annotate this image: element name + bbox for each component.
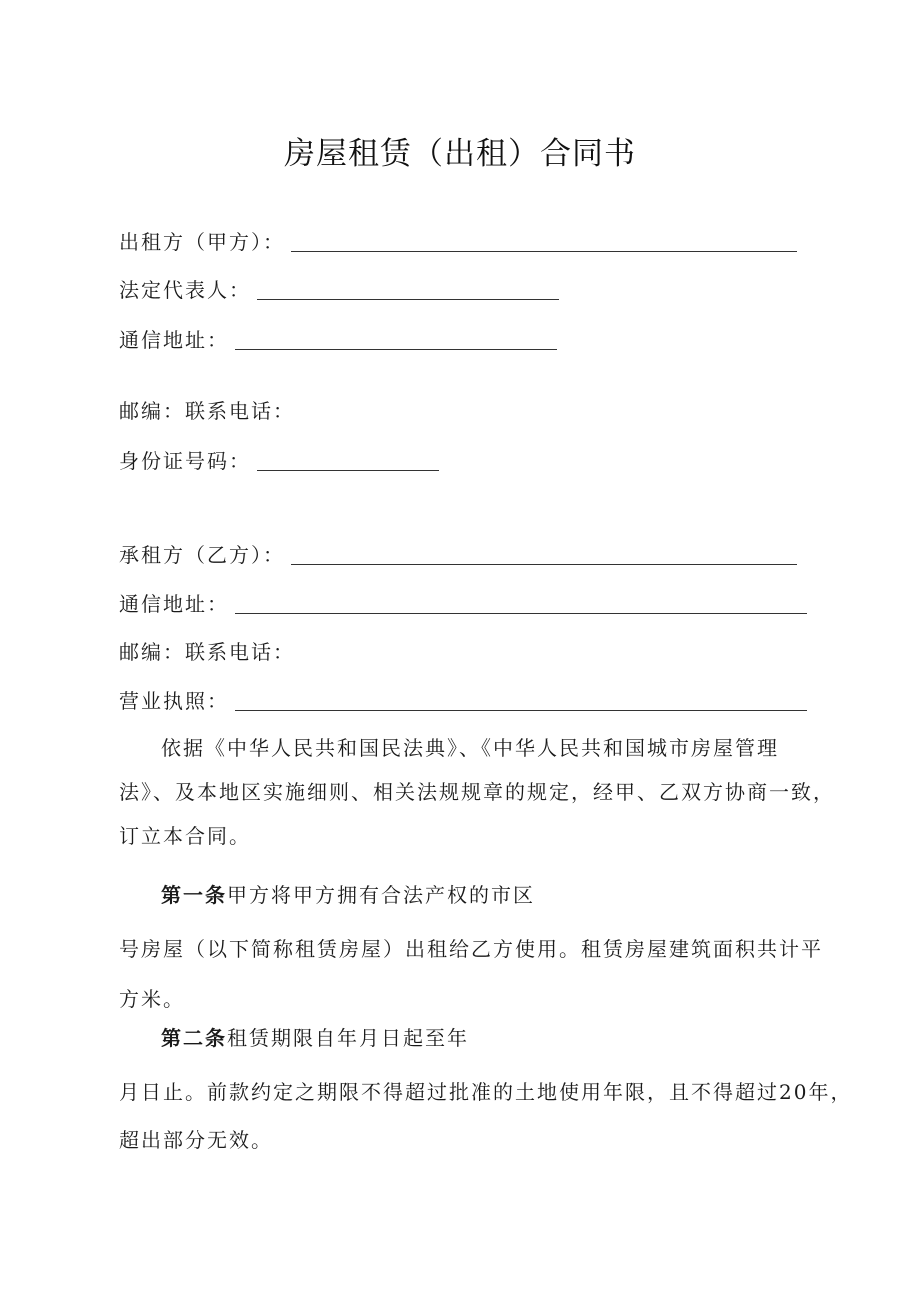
preamble-line-3: 订立本合同。 [119,824,251,848]
article-1-line-3: 方米。 [119,987,185,1011]
lessee-blank[interactable] [291,546,797,565]
preamble-line-2: 法》、及本地区实施细则、相关法规规章的规定，经甲、乙双方协商一致， [119,780,835,804]
lessee-line [119,538,797,572]
license-line [119,684,807,718]
article-1-line-1 [119,873,831,917]
legal-rep-label: 法定代表人： [119,278,251,302]
page-title: 房屋租赁（出租）合同书 [284,136,636,172]
article-2-text-1: 租赁期限自年月日起至年 [227,1026,469,1050]
article-2-heading: 第二条 [161,1026,227,1050]
address-a-blank[interactable] [235,331,557,350]
address-b-line [119,587,807,621]
article-2-line-2: 月日止。前款约定之期限不得超过批准的土地使用年限，且不得超过20年， [119,1080,853,1104]
preamble-line-1: 依据《中华人民共和国民法典》、《中华人民共和国城市房屋管理 [161,736,779,760]
article-1-text-1: 甲方将甲方拥有合法产权的市区 [227,883,535,907]
preamble [119,726,835,858]
article-1-heading: 第一条 [161,883,227,907]
zip-phone-a-line [119,394,295,428]
lessor-blank[interactable] [291,233,797,252]
article-1-line-2: 号房屋（以下简称租赁房屋）出租给乙方使用。租赁房屋建筑面积共计平 [119,937,823,961]
license-label: 营业执照： [119,689,229,713]
lessor-label: 出租方（甲方）： [119,230,285,254]
address-b-blank[interactable] [235,595,807,614]
address-a-label: 通信地址： [119,328,229,352]
address-b-label: 通信地址： [119,592,229,616]
lessee-label: 承租方（乙方）： [119,543,285,567]
article-1 [119,873,831,1021]
address-a-line [119,323,557,357]
zip-phone-b-line [119,635,295,669]
id-number-blank[interactable] [257,452,439,471]
article-2 [119,1016,853,1162]
license-blank[interactable] [235,692,807,711]
article-2-line-1 [119,1016,831,1060]
lessor-line [119,225,797,259]
legal-rep-blank[interactable] [257,281,559,300]
zip-phone-b-label: 邮编：联系电话： [119,640,295,664]
id-number-label: 身份证号码： [119,449,251,473]
legal-rep-line [119,273,559,307]
zip-phone-a-label: 邮编：联系电话： [119,399,295,423]
article-2-line-3: 超出部分无效。 [119,1128,273,1152]
id-number-line [119,444,439,478]
